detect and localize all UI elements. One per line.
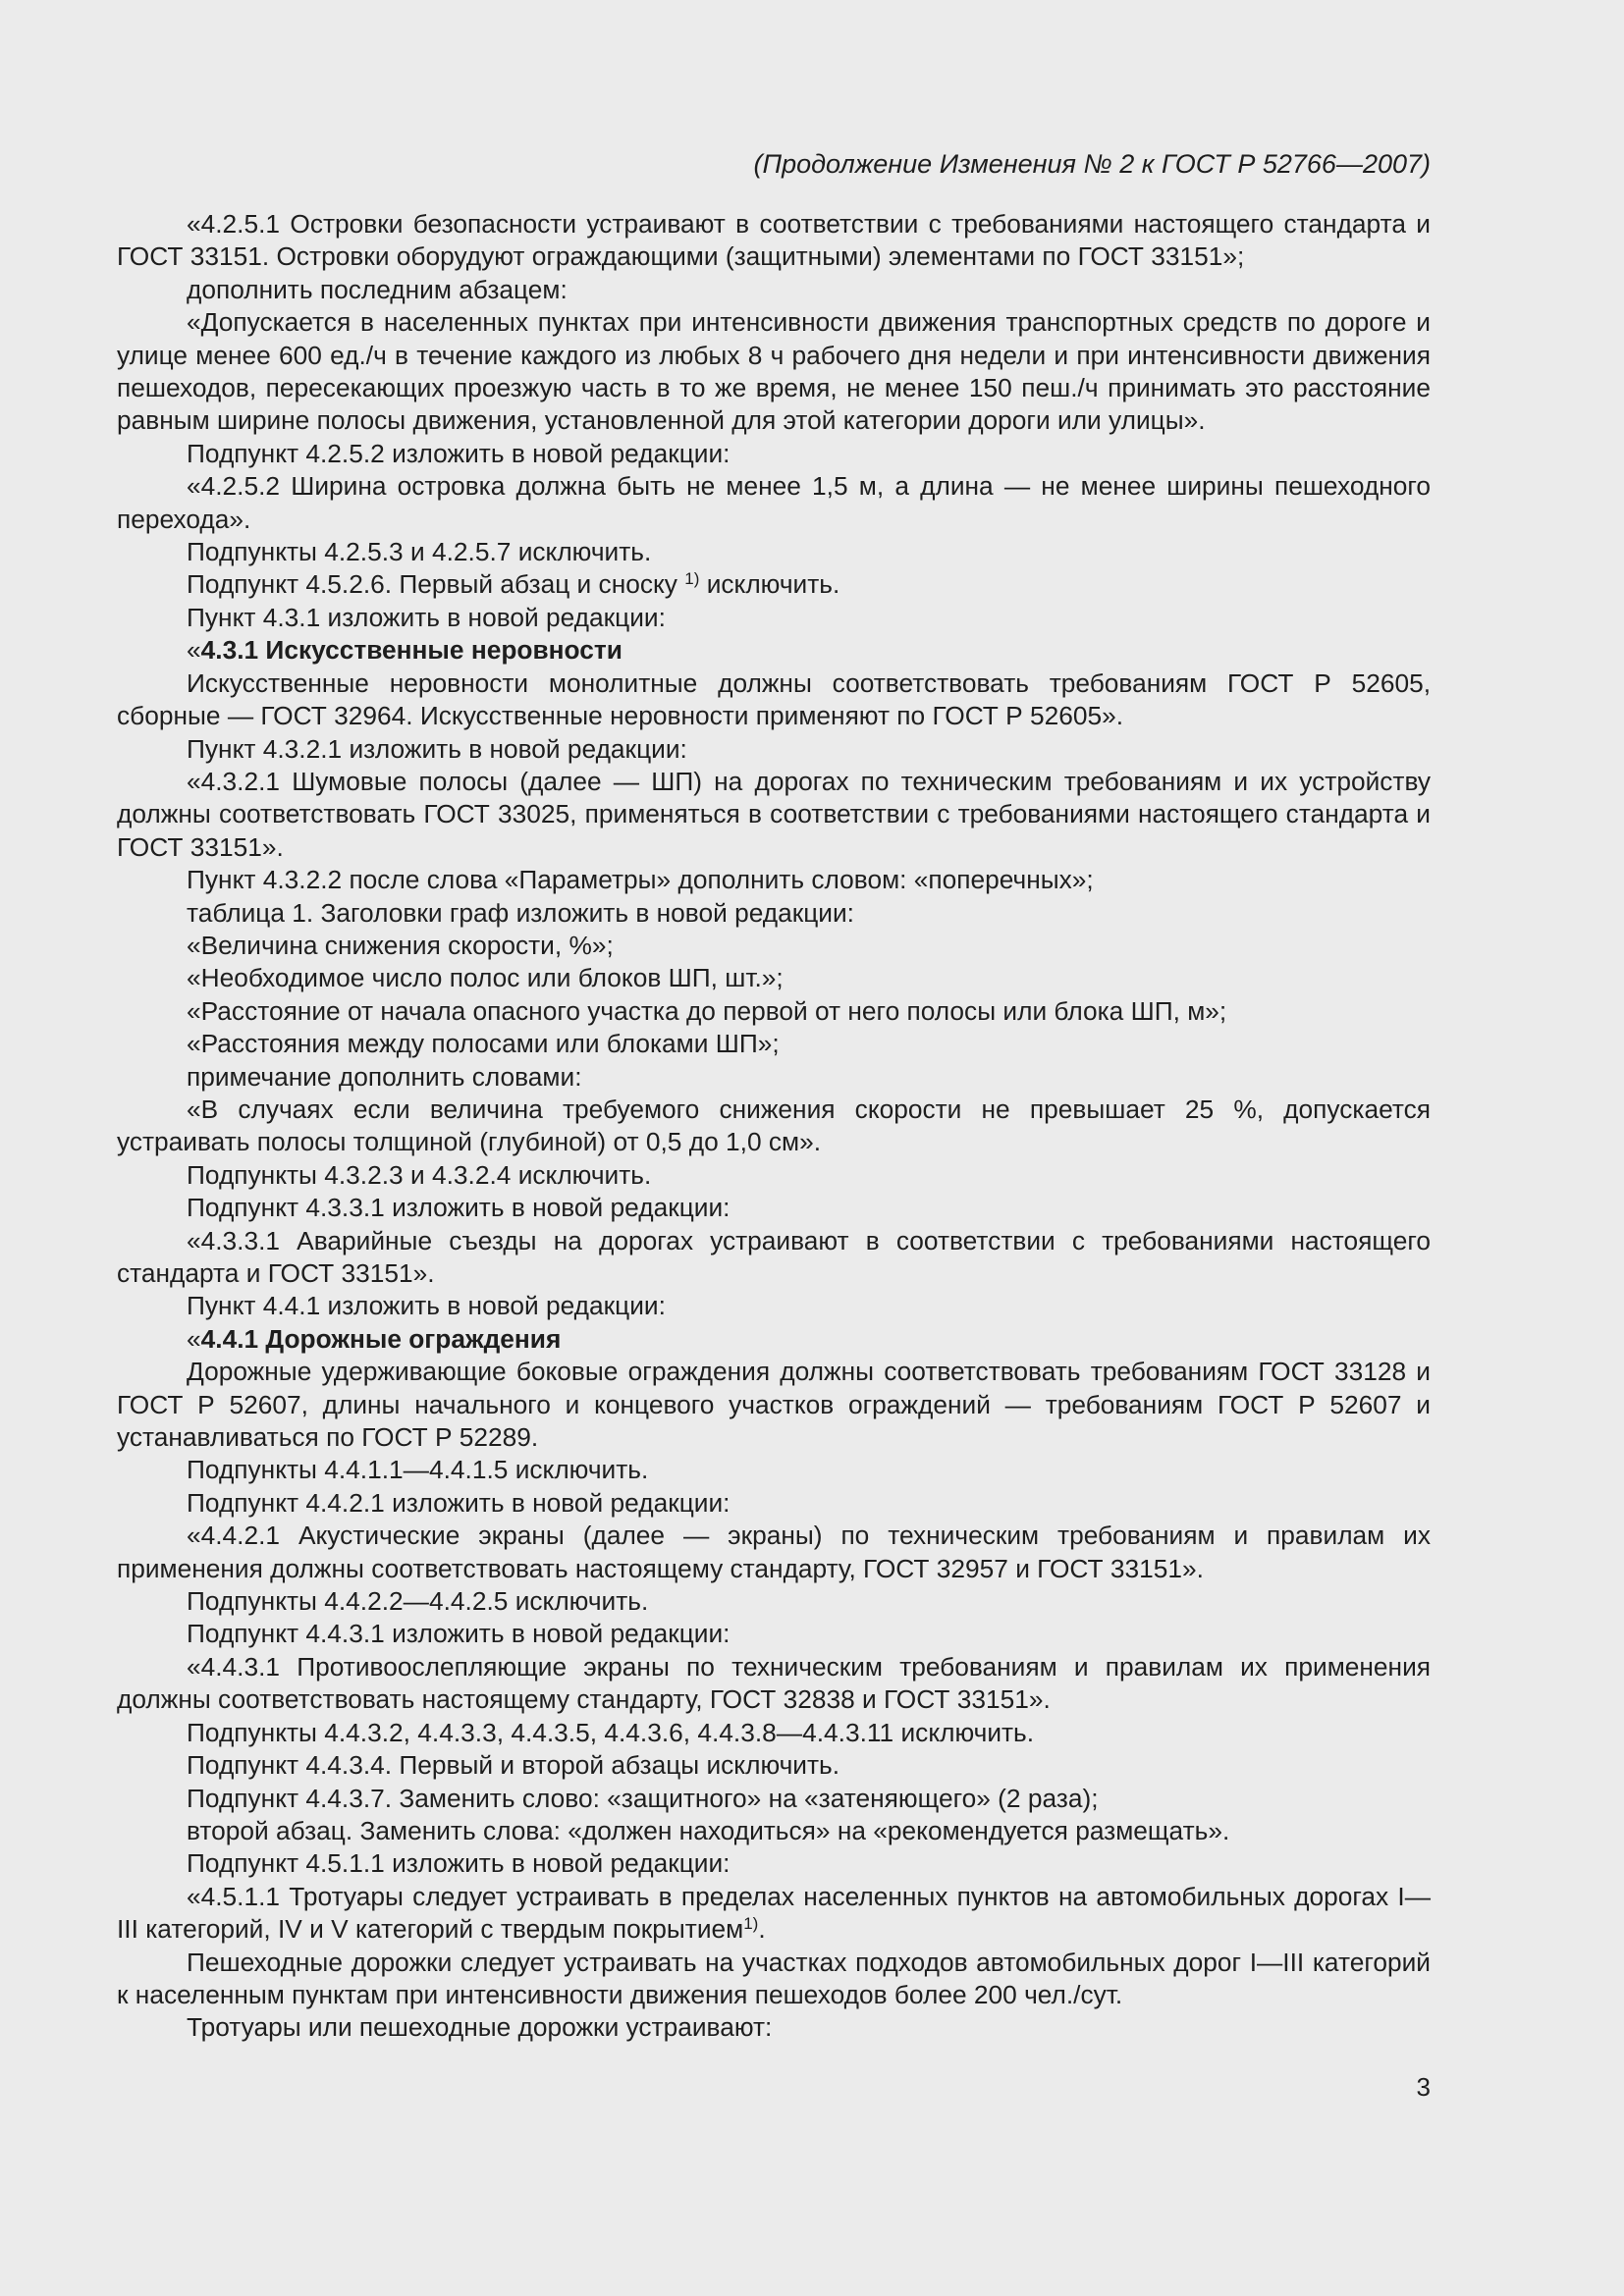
paragraph: Подпункты 4.4.3.2, 4.4.3.3, 4.4.3.5, 4.4.3.6, 4.4.3.8—4.4.3.11 исключить. <box>187 1717 1035 1747</box>
open-quote: « <box>187 1323 201 1354</box>
paragraph: Дорожные удерживающие боковые ограждения должны соответствовать требованиям ГОСТ 33128 и ГОСТ Р 52607, длины начального и концевого участков ограждений — требованиям ГОСТ Р 52607 и устанавливаться по ГОСТ Р 52289. <box>117 1357 1431 1453</box>
section-heading <box>117 634 1431 667</box>
paragraph: Пункт 4.3.2.2 после слова «Параметры» дополнить словом: «поперечных»; <box>187 865 1094 895</box>
paragraph-text: . <box>758 1914 766 1945</box>
paragraph: «В случаях если величина требуемого снижения скорости не превышает 25 %, допускается устраивать полосы толщиной (глубиной) от 0,5 до 1,0 см». <box>117 1094 1431 1157</box>
paragraph: «4.3.2.1 Шумовые полосы (далее — ШП) на дорогах по техническим требованиям и их устройству должны соответствовать ГОСТ 33025, применяться в соответствии с требованиями настоящего стандарта и ГОСТ 33151». <box>117 766 1431 862</box>
paragraph: «Расстояние от начала опасного участка до первой от него полосы или блока ШП, м»; <box>187 995 1227 1026</box>
running-header: (Продолжение Изменения № 2 к ГОСТ Р 52766—2007) <box>753 149 1431 179</box>
paragraph: «4.4.3.1 Противоослепляющие экраны по техническим требованиям и правилам их применения должны соответствовать настоящему стандарту, ГОСТ 32838 и ГОСТ 33151». <box>117 1651 1431 1715</box>
footnote-marker: 1) <box>743 1914 759 1934</box>
paragraph: Пункт 4.3.2.1 изложить в новой редакции: <box>187 733 687 764</box>
paragraph: дополнить последним абзацем: <box>187 274 568 304</box>
body-text <box>117 208 1431 2045</box>
paragraph-with-footnote <box>117 568 1431 601</box>
paragraph: Подпункты 4.4.1.1—4.4.1.5 исключить. <box>187 1455 649 1485</box>
section-heading-text: 4.4.1 Дорожные ограждения <box>200 1323 562 1354</box>
paragraph: «Расстояния между полосами или блоками ШП»; <box>187 1029 780 1059</box>
paragraph: «Допускается в населенных пунктах при интенсивности движения транспортных средств по дороге и улице менее 600 ед./ч в течение каждого из любых 8 ч рабочего дня недели и при интенсивности движения пешеходов, пересекающих проезжую часть в то же время, не менее 150 пеш./ч принимать это расстояние равным ширине полосы движения, установленной для этой категории дороги или улицы». <box>117 307 1431 436</box>
paragraph: Подпункт 4.2.5.2 изложить в новой редакции: <box>187 438 731 468</box>
paragraph-with-footnote <box>117 1881 1431 1947</box>
footnote-marker: 1) <box>684 569 700 589</box>
paragraph: Подпункт 4.4.3.1 изложить в новой редакции: <box>187 1619 731 1649</box>
paragraph: «4.2.5.2 Ширина островка должна быть не менее 1,5 м, а длина — не менее ширины пешеходного перехода». <box>117 471 1431 534</box>
paragraph: Тротуары или пешеходные дорожки устраивают: <box>187 2012 773 2043</box>
paragraph: второй абзац. Заменить слова: «должен находиться» на «рекомендуется размещать». <box>187 1815 1230 1845</box>
open-quote: « <box>187 635 201 666</box>
paragraph: Подпункты 4.4.2.2—4.4.2.5 исключить. <box>187 1586 649 1617</box>
paragraph-text: Подпункт 4.5.2.6. Первый абзац и сноску <box>187 569 685 600</box>
paragraph: «Необходимое число полос или блоков ШП, шт.»; <box>187 963 784 993</box>
paragraph: «4.4.2.1 Акустические экраны (далее — экраны) по техническим требованиям и правилам их применения должны соответствовать настоящему стандарту, ГОСТ 32957 и ГОСТ 33151». <box>117 1521 1431 1583</box>
section-heading-text: 4.3.1 Искусственные неровности <box>200 635 623 666</box>
paragraph: «4.3.3.1 Аварийные съезды на дорогах устраивают в соответствии с требованиями настоящего стандарта и ГОСТ 33151». <box>117 1225 1431 1288</box>
paragraph: Искусственные неровности монолитные должны соответствовать требованиям ГОСТ Р 52605, сборные — ГОСТ 32964. Искусственные неровности применяют по ГОСТ Р 52605». <box>117 667 1431 731</box>
paragraph: Подпункт 4.4.3.7. Заменить слово: «защитного» на «затеняющего» (2 раза); <box>187 1783 1099 1813</box>
paragraph: Подпункты 4.2.5.3 и 4.2.5.7 исключить. <box>187 537 652 567</box>
paragraph: «4.2.5.1 Островки безопасности устраивают в соответствии с требованиями настоящего стандарта и ГОСТ 33151. Островки оборудуют ограждающими (защитными) элементами по ГОСТ 33151»; <box>117 209 1431 272</box>
paragraph: «Величина снижения скорости, %»; <box>187 930 614 960</box>
paragraph: Пешеходные дорожки следует устраивать на участках подходов автомобильных дорог I—III категорий к населенным пунктам при интенсивности движения пешеходов более 200 чел./сут. <box>117 1947 1431 2009</box>
paragraph-text: исключить. <box>699 569 840 600</box>
page-number: 3 <box>1416 2072 1431 2102</box>
paragraph: Подпункт 4.4.3.4. Первый и второй абзацы исключить. <box>187 1750 840 1781</box>
paragraph: Пункт 4.4.1 изложить в новой редакции: <box>187 1291 666 1321</box>
paragraph: Подпункт 4.4.2.1 изложить в новой редакции: <box>187 1487 731 1518</box>
paragraph-text: «4.5.1.1 Тротуары следует устраивать в пределах населенных пунктов на автомобильных дорогах I—III категорий, IV и V категорий с твердым покрытием <box>117 1881 1431 1945</box>
paragraph: Подпункт 4.5.1.1 изложить в новой редакции: <box>187 1848 731 1879</box>
paragraph: Пункт 4.3.1 изложить в новой редакции: <box>187 602 666 632</box>
paragraph: Подпункты 4.3.2.3 и 4.3.2.4 исключить. <box>187 1159 652 1190</box>
section-heading <box>117 1323 1431 1356</box>
paragraph: таблица 1. Заголовки граф изложить в новой редакции: <box>187 897 854 928</box>
paragraph: примечание дополнить словами: <box>187 1061 582 1092</box>
paragraph: Подпункт 4.3.3.1 изложить в новой редакции: <box>187 1193 731 1223</box>
